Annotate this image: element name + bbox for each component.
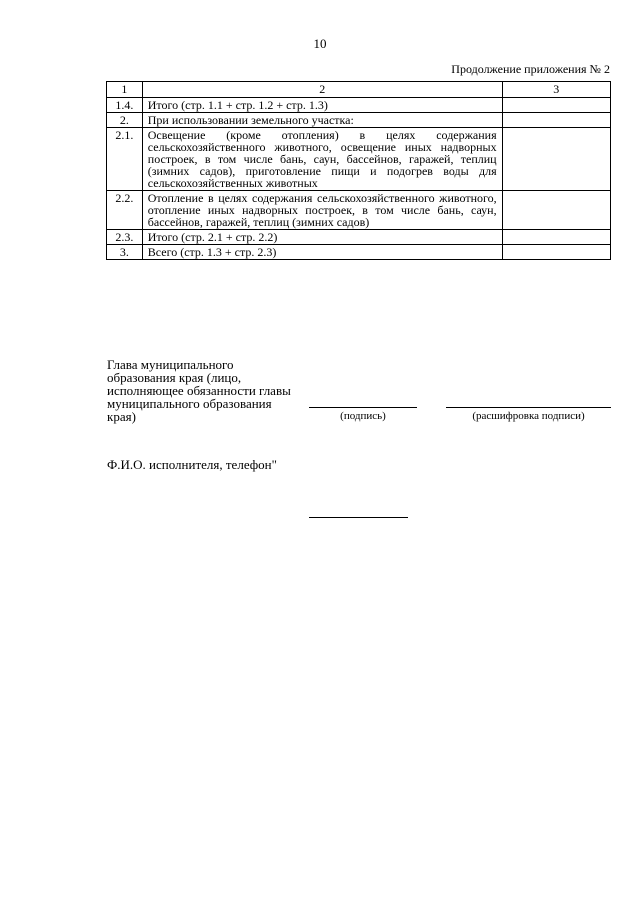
header-cell-1: 1 [107, 82, 143, 98]
row-text: Итого (стр. 2.1 + стр. 2.2) [142, 230, 502, 245]
signature-decoding-caption: (расшифровка подписи) [472, 410, 585, 422]
table-row [107, 128, 611, 191]
executor-label: Ф.И.О. исполнителя, телефон" [107, 457, 277, 472]
signature-decoding-line [446, 407, 611, 408]
row-value [502, 128, 610, 191]
row-text: Итого (стр. 1.1 + стр. 1.2 + стр. 1.3) [142, 98, 502, 113]
row-text: При использовании земельного участка: [142, 113, 502, 128]
row-value [502, 98, 610, 113]
row-text: Всего (стр. 1.3 + стр. 2.3) [142, 245, 502, 260]
row-value [502, 113, 610, 128]
header-cell-2: 2 [142, 82, 502, 98]
row-number: 2.3. [107, 230, 143, 245]
table-row [107, 113, 611, 128]
row-number: 1.4. [107, 98, 143, 113]
table-row [107, 230, 611, 245]
row-text: Отопление в целях содержания сельскохозяйственного животного, отопление иных надворных построек, в том числе бань, саун, бассейнов, гаражей, теплиц (зимних садов) [142, 191, 502, 230]
row-number: 2. [107, 113, 143, 128]
table-row [107, 98, 611, 113]
closing-divider [309, 517, 408, 518]
data-table [106, 81, 611, 260]
continuation-label: Продолжение приложения № 2 [451, 62, 610, 76]
table-row [107, 245, 611, 260]
row-number: 3. [107, 245, 143, 260]
row-number: 2.1. [107, 128, 143, 191]
signature-role-label: Глава муниципального образования края (лицо, исполняющее обязанности главы муниципального образования края) [107, 357, 291, 424]
table-row [107, 191, 611, 230]
row-value [502, 245, 610, 260]
header-cell-3: 3 [502, 82, 610, 98]
row-text: Освещение (кроме отопления) в целях содержания сельскохозяйственного животного, освещение иных надворных построек, в том числе бань, саун, бассейнов, гаражей, теплиц (зимних садов), приготовление пищи и подогрев воды для сельскохозяйственных животных [142, 128, 502, 191]
signature-caption: (подпись) [340, 410, 386, 422]
row-number: 2.2. [107, 191, 143, 230]
signature-line [309, 407, 417, 408]
row-value [502, 191, 610, 230]
row-value [502, 230, 610, 245]
page-number: 10 [313, 36, 327, 51]
table-header-row [107, 82, 611, 98]
